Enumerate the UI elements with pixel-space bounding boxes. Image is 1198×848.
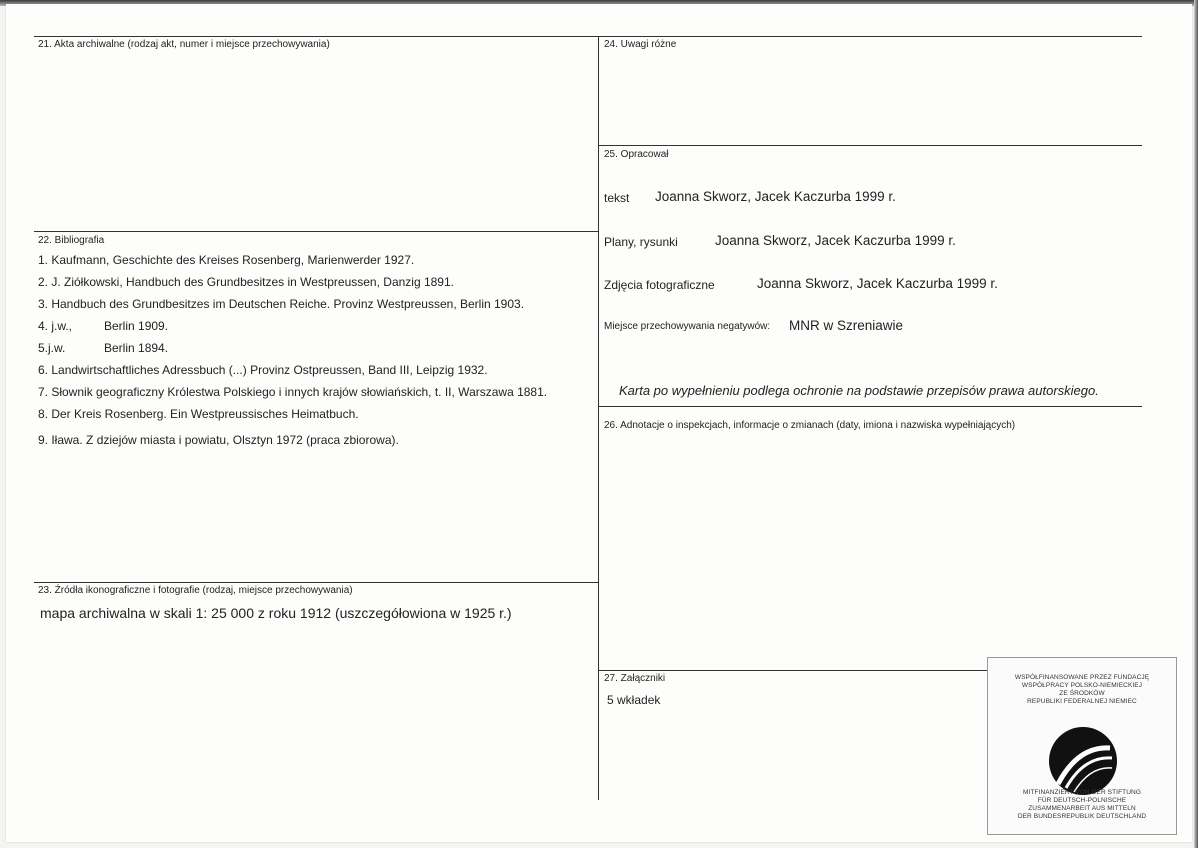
foundation-stamp [987, 657, 1177, 835]
section-23-label: 23. Źródła ikonograficzne i fotografie (rodzaj, miejsce przechowywania) [38, 585, 353, 596]
bibliography-item: 3. Handbuch des Grundbesitzes im Deutschen Reiche. Provinz Westpreussen, Berlin 1903. [38, 297, 525, 311]
rule-left-23 [34, 582, 598, 583]
bibliography-item: 1. Kaufmann, Geschichte des Kreises Rosenberg, Marienwerder 1927. [38, 253, 415, 267]
stamp-line: WSPÓŁPRACY POLSKO-NIEMIECKIEJ [1021, 682, 1143, 689]
bibliography-item: 9. Iława. Z dziejów miasta i powiatu, Olsztyn 1972 (praca zbiorowa). [38, 433, 399, 447]
bibliography-item-number: 5.j.w. [38, 341, 66, 355]
bibliography-item-number: 4. j.w., [38, 319, 73, 333]
rule-top [34, 36, 1142, 37]
stamp-line: FÜR DEUTSCH-POLNISCHE [1037, 797, 1127, 804]
negatywy-label: Miejsce przechowywania negatywów: [604, 321, 771, 332]
scan-edge-right [1194, 0, 1198, 848]
bibliography-item [38, 319, 168, 333]
stamp-polish-text [988, 674, 1176, 706]
plany-value: Joanna Skworz, Jacek Kaczurba 1999 r. [715, 233, 956, 248]
section-21-label: 21. Akta archiwalne (rodzaj akt, numer i miejsce przechowywania) [38, 39, 330, 50]
stamp-line: MITFINANZIERT VON DER STIFTUNG [1023, 789, 1141, 796]
bibliography-item: 6. Landwirtschaftliches Adressbuch (...) Provinz Ostpreussen, Band III, Leipzig 1932. [38, 363, 488, 377]
bibliography-item: 8. Der Kreis Rosenberg. Ein Westpreussisches Heimatbuch. [38, 407, 359, 421]
section-22-label: 22. Bibliografia [38, 235, 105, 246]
rule-right-27 [598, 670, 987, 671]
section-26-label: 26. Adnotacje o inspekcjach, informacje o zmianach (daty, imiona i nazwiska wypełniających) [604, 420, 1016, 431]
bibliography-item-text: Berlin 1894. [104, 341, 169, 355]
rule-left-22 [34, 231, 598, 232]
section-27-label: 27. Załączniki [604, 673, 666, 684]
section-27-value: 5 wkładek [607, 693, 661, 707]
bibliography-item: 2. J. Ziółkowski, Handbuch des Grundbesitzes in Westpreussen, Danzig 1891. [38, 275, 454, 289]
tekst-value: Joanna Skworz, Jacek Kaczurba 1999 r. [655, 189, 896, 204]
section-24-label: 24. Uwagi różne [604, 39, 677, 50]
section-23-value: mapa archiwalna w skali 1: 25 000 z roku 1912 (uszczegółowiona w 1925 r.) [40, 605, 512, 621]
bibliography-item: 7. Słownik geograficzny Królestwa Polskiego i innych krajów słowiańskich, t. II, Warszawa 1881. [38, 385, 548, 399]
zdjecia-label: Zdjęcia fotograficzne [604, 278, 715, 292]
plany-label: Plany, rysunki [604, 235, 678, 249]
rule-right-26 [598, 406, 1142, 407]
zdjecia-value: Joanna Skworz, Jacek Kaczurba 1999 r. [757, 276, 998, 291]
stamp-line: WSPÓŁFINANSOWANE PRZEZ FUNDACJĘ [1014, 674, 1150, 681]
foundation-logo-icon [1048, 726, 1118, 796]
stamp-german-text [988, 789, 1176, 821]
stamp-line: DER BUNDESREPUBLIK DEUTSCHLAND [1017, 813, 1147, 820]
copyright-note: Karta po wypełnieniu podlega ochronie na podstawie przepisów prawa autorskiego. [619, 383, 1099, 398]
stamp-line: REPUBLIKI FEDERALNEJ NIEMIEC [1027, 698, 1137, 705]
rule-center [598, 36, 599, 800]
tekst-label: tekst [604, 191, 630, 205]
rule-right-25 [598, 145, 1142, 146]
bibliography-item-text: Berlin 1909. [104, 319, 169, 333]
negatywy-value: MNR w Szreniawie [789, 318, 904, 333]
stamp-line: ZE ŚRODKÓW [1059, 690, 1105, 697]
bibliography-item [38, 341, 168, 355]
stamp-line: ZUSAMMENARBEIT AUS MITTELN [1028, 805, 1136, 812]
section-25-label: 25. Opracował [604, 149, 669, 160]
